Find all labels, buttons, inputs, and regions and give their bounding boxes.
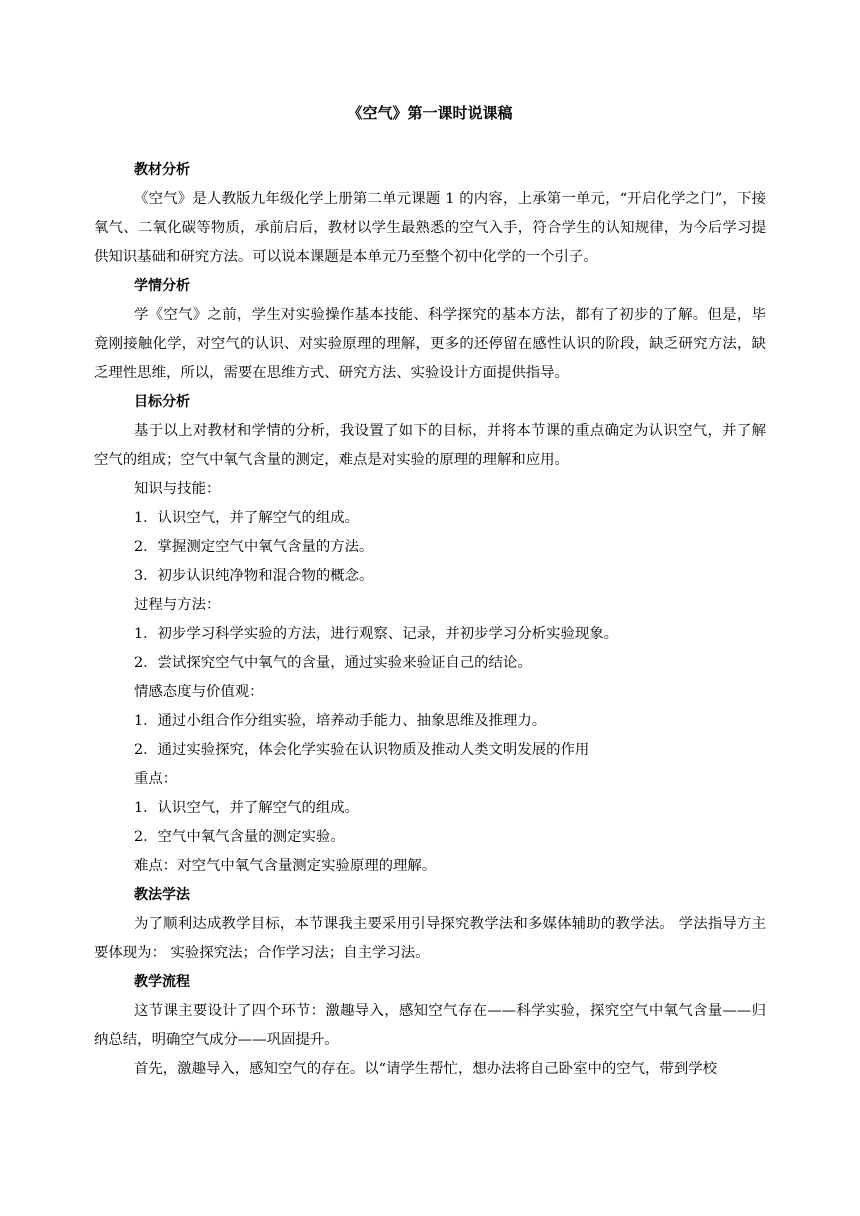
document-title: 《空气》第一课时说课稿 [347,104,513,122]
paragraph-goal-analysis: 基于以上对教材和学情的分析，我设置了如下的目标，并将本节课的重点确定为认识空气，并了解空气的组成；空气中氧气含量的测定，难点是对实验的原理的理解和应用。 [94,423,766,468]
paragraph-student-analysis: 学《空气》之前，学生对实验操作基本技能、科学探究的基本方法，都有了初步的了解。但是，毕竟刚接触化学，对空气的认识、对实验原理的理解，更多的还停留在感性认识的阶段，缺乏研究方法，缺乏理性思维，所以，需要在思维方式、研究方法、实验设计方面提供指导。 [94,307,766,381]
goal-subheading-knowledge: 知识与技能： [134,481,221,497]
paragraph-textbook-analysis: 《空气》是人教版九年级化学上册第二单元课题 1 的内容，上承第一单元，“开启化学之门”，下接氧气、二氧化碳等物质，承前启后，教材以学生最熟悉的空气入手，符合学生的认知规律，为今后学习提供知识基础和研究方法。可以说本课题是本单元乃至整个初中化学的一个引子。 [94,191,766,265]
document-body [94,156,766,1084]
goal-list-item: 1．认识空气，并了解空气的组成。 [134,510,360,526]
goal-subheading-process: 过程与方法： [134,597,221,613]
section-heading-student-analysis: 学情分析 [134,278,190,294]
paragraph-teaching-methods: 为了顺利达成教学目标，本节课我主要采用引导探究教学法和多媒体辅助的教学法。 学法指导方主要体现为： 实验探究法；合作学习法；自主学习法。 [94,916,766,961]
goal-list-item: 1．初步学习科学实验的方法，进行观察、记录，并初步学习分析实验现象。 [134,626,619,642]
section-heading-teaching-methods: 教法学法 [134,887,190,903]
goal-subheading-key-points: 重点： [134,771,178,787]
goal-difficult-point: 难点：对空气中氧气含量测定实验原理的理解。 [134,858,437,874]
goal-list-item: 2．尝试探究空气中氧气的含量，通过实验来验证自己的结论。 [134,655,532,671]
section-heading-textbook-analysis: 教材分析 [134,162,190,178]
goal-list-item: 1．通过小组合作分组实验，培养动手能力、抽象思维及推理力。 [134,713,547,729]
section-heading-teaching-process: 教学流程 [134,974,190,990]
paragraph-teaching-process-step-one: 首先，激趣导入，感知空气的存在。以“请学生帮忙，想办法将自己卧室中的空气，带到学校 [134,1061,717,1077]
goal-list-item: 1．认识空气，并了解空气的组成。 [134,800,360,816]
goal-list-item: 2．掌握测定空气中氧气含量的方法。 [134,539,374,555]
goal-subheading-attitude: 情感态度与价值观： [134,684,264,700]
goal-list-item: 3．初步认识纯净物和混合物的概念。 [134,568,374,584]
section-heading-goal-analysis: 目标分析 [134,394,190,410]
paragraph-teaching-process: 这节课主要设计了四个环节：激趣导入，感知空气存在——科学实验，探究空气中氧气含量——归纳总结，明确空气成分——巩固提升。 [94,1003,766,1048]
goal-list-item: 2．空气中氧气含量的测定实验。 [134,829,345,845]
goal-list-item: 2．通过实验探究，体会化学实验在认识物质及推动人类文明发展的作用 [134,742,590,758]
